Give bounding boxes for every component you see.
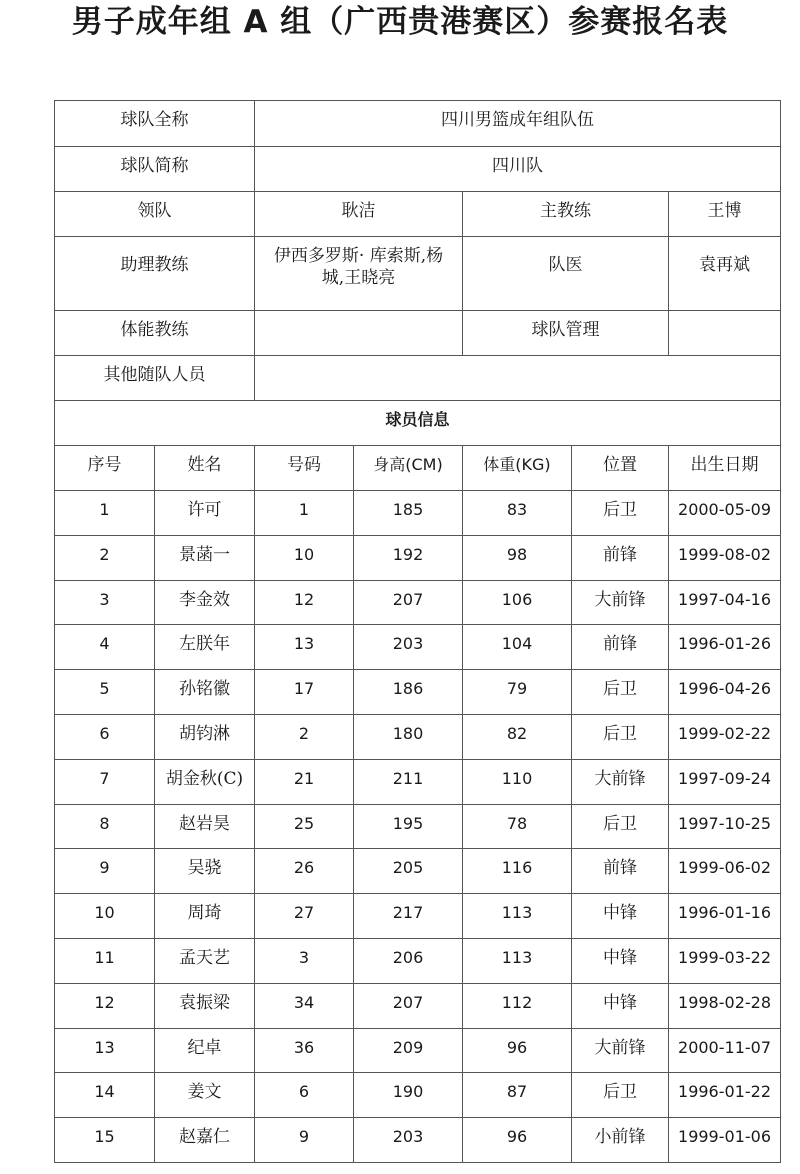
player-weight: 110: [463, 759, 572, 804]
player-weight: 106: [463, 580, 572, 625]
player-position: 大前锋: [572, 580, 669, 625]
player-position: 中锋: [572, 894, 669, 939]
player-position: 后卫: [572, 670, 669, 715]
player-birthdate: 1997-04-16: [669, 580, 781, 625]
player-weight: 96: [463, 1118, 572, 1163]
others: [255, 356, 781, 401]
player-position: 大前锋: [572, 1028, 669, 1073]
player-weight: 83: [463, 491, 572, 536]
player-position: 大前锋: [572, 759, 669, 804]
player-height: 207: [354, 580, 463, 625]
player-name: 孙铭徽: [155, 670, 255, 715]
player-birthdate: 1998-02-28: [669, 983, 781, 1028]
player-height: 180: [354, 714, 463, 759]
fitness: [255, 311, 463, 356]
player-height: 190: [354, 1073, 463, 1118]
player-name: 孟天艺: [155, 938, 255, 983]
player-number: 13: [255, 625, 354, 670]
row-leader: [55, 192, 781, 237]
row-section: [55, 401, 781, 446]
row-fitness: [55, 311, 781, 356]
player-index: 4: [55, 625, 155, 670]
player-birthdate: 1996-01-16: [669, 894, 781, 939]
player-index: 8: [55, 804, 155, 849]
player-index: 5: [55, 670, 155, 715]
table-row: [55, 759, 781, 804]
player-height: 207: [354, 983, 463, 1028]
player-index: 6: [55, 714, 155, 759]
player-name: 景菡一: [155, 535, 255, 580]
player-weight: 87: [463, 1073, 572, 1118]
row-header: [55, 446, 781, 491]
player-height: 203: [354, 1118, 463, 1163]
player-name: 左朕年: [155, 625, 255, 670]
player-birthdate: 1999-08-02: [669, 535, 781, 580]
player-name: 吴骁: [155, 849, 255, 894]
player-name: 胡钧淋: [155, 714, 255, 759]
player-height: 217: [354, 894, 463, 939]
col-header-weight: 体重(KG): [463, 446, 572, 491]
player-index: 1: [55, 491, 155, 536]
player-birthdate: 1997-09-24: [669, 759, 781, 804]
player-name: 赵岩昊: [155, 804, 255, 849]
col-header-number: 号码: [255, 446, 354, 491]
player-index: 15: [55, 1118, 155, 1163]
player-position: 小前锋: [572, 1118, 669, 1163]
row-team-full-name: [55, 101, 781, 147]
row-team-short-name: [55, 147, 781, 192]
players-section-title: 球员信息: [55, 401, 781, 446]
team-short-name-label: 球队简称: [55, 147, 255, 192]
player-name: 周琦: [155, 894, 255, 939]
player-number: 34: [255, 983, 354, 1028]
table-row: [55, 535, 781, 580]
player-name: 赵嘉仁: [155, 1118, 255, 1163]
table-row: [55, 670, 781, 715]
player-position: 前锋: [572, 535, 669, 580]
manager-label: 球队管理: [463, 311, 669, 356]
table-row: [55, 938, 781, 983]
player-name: 纪卓: [155, 1028, 255, 1073]
player-name: 姜文: [155, 1073, 255, 1118]
leader: 耿洁: [255, 192, 463, 237]
player-index: 11: [55, 938, 155, 983]
player-index: 7: [55, 759, 155, 804]
player-number: 36: [255, 1028, 354, 1073]
player-height: 186: [354, 670, 463, 715]
player-index: 13: [55, 1028, 155, 1073]
player-name: 许可: [155, 491, 255, 536]
table-row: [55, 1028, 781, 1073]
player-weight: 78: [463, 804, 572, 849]
player-index: 9: [55, 849, 155, 894]
player-height: 209: [354, 1028, 463, 1073]
row-assistant: [55, 237, 781, 311]
player-height: 185: [354, 491, 463, 536]
others-label: 其他随队人员: [55, 356, 255, 401]
col-header-birthdate: 出生日期: [669, 446, 781, 491]
registration-form-table: [54, 100, 781, 1163]
player-weight: 113: [463, 938, 572, 983]
player-number: 12: [255, 580, 354, 625]
player-weight: 96: [463, 1028, 572, 1073]
player-index: 12: [55, 983, 155, 1028]
assistant-coaches: 伊西多罗斯· 库索斯,杨城,王晓亮: [255, 237, 463, 311]
manager: [669, 311, 781, 356]
player-position: 后卫: [572, 804, 669, 849]
player-position: 中锋: [572, 938, 669, 983]
player-name: 袁振梁: [155, 983, 255, 1028]
player-weight: 98: [463, 535, 572, 580]
col-header-position: 位置: [572, 446, 669, 491]
table-row: [55, 714, 781, 759]
table-row: [55, 894, 781, 939]
team-full-name: 四川男篮成年组队伍: [255, 101, 781, 147]
row-others: [55, 356, 781, 401]
table-row: [55, 804, 781, 849]
player-birthdate: 1999-06-02: [669, 849, 781, 894]
player-position: 前锋: [572, 625, 669, 670]
player-name: 李金效: [155, 580, 255, 625]
player-birthdate: 2000-11-07: [669, 1028, 781, 1073]
player-position: 中锋: [572, 983, 669, 1028]
player-birthdate: 1996-04-26: [669, 670, 781, 715]
player-position: 前锋: [572, 849, 669, 894]
player-index: 3: [55, 580, 155, 625]
player-number: 17: [255, 670, 354, 715]
player-number: 1: [255, 491, 354, 536]
team-short-name: 四川队: [255, 147, 781, 192]
player-weight: 112: [463, 983, 572, 1028]
head-coach-label: 主教练: [463, 192, 669, 237]
player-number: 21: [255, 759, 354, 804]
player-position: 后卫: [572, 1073, 669, 1118]
col-header-index: 序号: [55, 446, 155, 491]
fitness-label: 体能教练: [55, 311, 255, 356]
player-birthdate: 1999-03-22: [669, 938, 781, 983]
table-row: [55, 580, 781, 625]
table-row: [55, 849, 781, 894]
doctor: 袁再斌: [669, 237, 781, 311]
player-weight: 116: [463, 849, 572, 894]
table-row: [55, 983, 781, 1028]
player-number: 10: [255, 535, 354, 580]
player-birthdate: 1997-10-25: [669, 804, 781, 849]
player-height: 203: [354, 625, 463, 670]
leader-label: 领队: [55, 192, 255, 237]
page-title: 男子成年组 A 组（广西贵港赛区）参赛报名表: [71, 4, 729, 40]
table-row: [55, 625, 781, 670]
player-weight: 79: [463, 670, 572, 715]
assistant-label: 助理教练: [55, 237, 255, 311]
player-number: 27: [255, 894, 354, 939]
player-index: 10: [55, 894, 155, 939]
player-birthdate: 2000-05-09: [669, 491, 781, 536]
player-number: 2: [255, 714, 354, 759]
player-index: 2: [55, 535, 155, 580]
player-weight: 113: [463, 894, 572, 939]
player-number: 26: [255, 849, 354, 894]
player-height: 206: [354, 938, 463, 983]
head-coach: 王博: [669, 192, 781, 237]
doctor-label: 队医: [463, 237, 669, 311]
player-name: 胡金秋(C): [155, 759, 255, 804]
player-weight: 104: [463, 625, 572, 670]
player-birthdate: 1996-01-22: [669, 1073, 781, 1118]
table-row: [55, 491, 781, 536]
player-birthdate: 1996-01-26: [669, 625, 781, 670]
table-row: [55, 1118, 781, 1163]
player-index: 14: [55, 1073, 155, 1118]
player-weight: 82: [463, 714, 572, 759]
player-height: 205: [354, 849, 463, 894]
player-number: 9: [255, 1118, 354, 1163]
player-height: 211: [354, 759, 463, 804]
col-header-name: 姓名: [155, 446, 255, 491]
player-position: 后卫: [572, 491, 669, 536]
player-number: 3: [255, 938, 354, 983]
table-row: [55, 1073, 781, 1118]
col-header-height: 身高(CM): [354, 446, 463, 491]
player-birthdate: 1999-02-22: [669, 714, 781, 759]
player-height: 192: [354, 535, 463, 580]
player-position: 后卫: [572, 714, 669, 759]
player-birthdate: 1999-01-06: [669, 1118, 781, 1163]
player-number: 6: [255, 1073, 354, 1118]
team-full-name-label: 球队全称: [55, 101, 255, 147]
player-height: 195: [354, 804, 463, 849]
player-number: 25: [255, 804, 354, 849]
